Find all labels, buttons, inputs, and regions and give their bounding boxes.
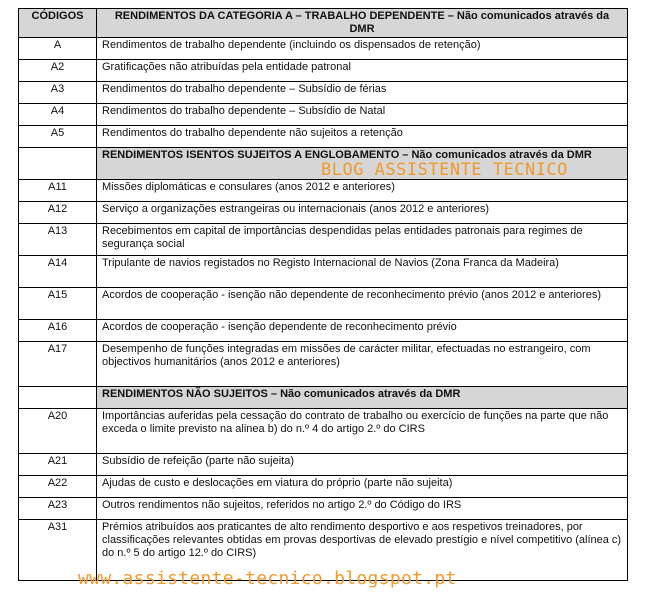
row-description: Tripulante de navios registados no Registo Internacional de Navios (Zona Franca da Madeira) (97, 256, 628, 288)
table-row (19, 476, 628, 498)
row-description: Acordos de cooperação - isenção não dependente de reconhecimento prévio (anos 2012 e anteriores) (97, 288, 628, 320)
row-code: A23 (19, 498, 97, 520)
row-code: A13 (19, 224, 97, 256)
row-code: A12 (19, 202, 97, 224)
table-row (19, 454, 628, 476)
table-row (19, 409, 628, 454)
row-code: A4 (19, 104, 97, 126)
table-row (19, 202, 628, 224)
table-row (19, 180, 628, 202)
row-description: Ajudas de custo e deslocações em viatura do próprio (parte não sujeita) (97, 476, 628, 498)
table-row (19, 320, 628, 342)
section-code-cell (19, 148, 97, 180)
table-row (19, 38, 628, 60)
section-header-row (19, 387, 628, 409)
table-row (19, 126, 628, 148)
row-code: A11 (19, 180, 97, 202)
row-description: Missões diplomáticas e consulares (anos 2012 e anteriores) (97, 180, 628, 202)
row-code: A14 (19, 256, 97, 288)
table-header-row (19, 9, 628, 38)
row-description: Serviço a organizações estrangeiras ou internacionais (anos 2012 e anteriores) (97, 202, 628, 224)
row-code: A3 (19, 82, 97, 104)
row-description: Rendimentos do trabalho dependente – Subsídio de Natal (97, 104, 628, 126)
row-code: A20 (19, 409, 97, 454)
row-code: A31 (19, 520, 97, 581)
table-row (19, 60, 628, 82)
row-code: A5 (19, 126, 97, 148)
table-row (19, 342, 628, 387)
row-code: A22 (19, 476, 97, 498)
table-row (19, 498, 628, 520)
row-description: Subsídio de refeição (parte não sujeita) (97, 454, 628, 476)
row-code: A15 (19, 288, 97, 320)
blog-watermark: BLOG ASSISTENTE TECNICO (321, 160, 568, 180)
section-header-not-subject: RENDIMENTOS NÃO SUJEITOS – Não comunicados através da DMR (97, 387, 628, 409)
row-description: Recebimentos em capital de importâncias despendidas pelas entidades patronais para regimes de segurança social (97, 224, 628, 256)
row-code: A16 (19, 320, 97, 342)
table-row (19, 256, 628, 288)
row-description: Rendimentos do trabalho dependente – Subsídio de férias (97, 82, 628, 104)
income-codes-table (18, 8, 628, 581)
row-description: Outros rendimentos não sujeitos, referidos no artigo 2.º do Código do IRS (97, 498, 628, 520)
row-description: Desempenho de funções integradas em missões de carácter militar, efectuadas no estrangeiro, com objectivos humanitários (anos 2012 e anteriores) (97, 342, 628, 387)
table-row (19, 82, 628, 104)
row-description: Gratificações não atribuídas pela entidade patronal (97, 60, 628, 82)
row-description: Acordos de cooperação - isenção dependente de reconhecimento prévio (97, 320, 628, 342)
codes-column-header: CÓDIGOS (19, 9, 97, 38)
blog-url-watermark[interactable]: www.assistente-tecnico.blogspot.pt (78, 568, 457, 589)
section-header-exempt: RENDIMENTOS ISENTOS SUJEITOS A ENGLOBAMENTO – Não comunicados através da DMR (97, 148, 628, 180)
row-description: Importâncias auferidas pela cessação do contrato de trabalho ou exercício de funções na parte que não exceda o limite previsto na alinea b) do n.º 4 do artigo 2.º do CIRS (97, 409, 628, 454)
row-code: A17 (19, 342, 97, 387)
row-description: Prémios atribuídos aos praticantes de alto rendimento desportivo e aos respetivos treinadores, por classificações relevantes obtidas em provas desportivas de elevado prestígio e nível competitivo (alínea c) do n.º 5 do artigo 12.º do CIRS) (97, 520, 628, 581)
row-description: Rendimentos do trabalho dependente não sujeitos a retenção (97, 126, 628, 148)
section-code-cell (19, 387, 97, 409)
category-a-header: RENDIMENTOS DA CATEGORIA A – TRABALHO DEPENDENTE – Não comunicados através da DMR (97, 9, 628, 38)
row-description: Rendimentos de trabalho dependente (incluindo os dispensados de retenção) (97, 38, 628, 60)
row-code: A21 (19, 454, 97, 476)
table-row (19, 288, 628, 320)
table-row (19, 224, 628, 256)
row-code: A2 (19, 60, 97, 82)
row-code: A (19, 38, 97, 60)
table-row (19, 104, 628, 126)
